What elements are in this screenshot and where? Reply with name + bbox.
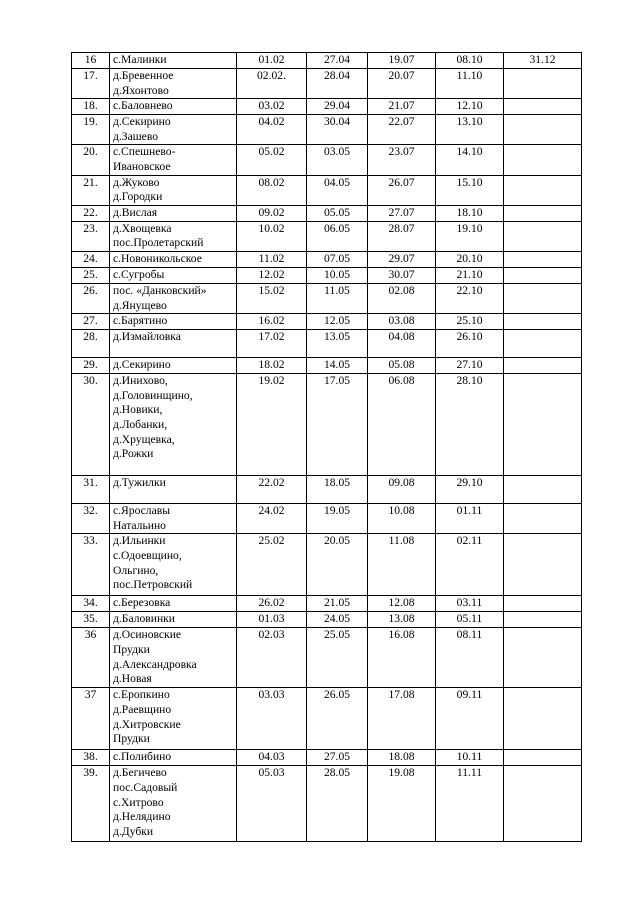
date-q2: 14.05	[307, 358, 368, 374]
table-row	[72, 596, 582, 612]
date-q3: 09.08	[368, 476, 436, 504]
date-q4: 29.10	[436, 476, 504, 504]
date-extra	[504, 476, 582, 504]
date-q1: 03.02	[237, 99, 307, 115]
row-number: 39.	[72, 766, 110, 842]
date-q4: 11.11	[436, 766, 504, 842]
date-q3: 27.07	[368, 205, 436, 221]
date-q3: 18.08	[368, 750, 436, 766]
date-q2: 27.05	[307, 750, 368, 766]
date-extra	[504, 69, 582, 99]
date-q4: 08.10	[436, 53, 504, 69]
date-q2: 12.05	[307, 314, 368, 330]
settlement-name: д.Жуково д.Городки	[110, 175, 237, 205]
row-number: 28.	[72, 330, 110, 358]
date-extra	[504, 145, 582, 175]
row-number: 32.	[72, 504, 110, 534]
date-q4: 26.10	[436, 330, 504, 358]
table-row	[72, 750, 582, 766]
schedule-rows	[72, 53, 582, 842]
date-q2: 21.05	[307, 596, 368, 612]
date-q2: 10.05	[307, 267, 368, 283]
date-q2: 18.05	[307, 476, 368, 504]
row-number: 33.	[72, 534, 110, 596]
date-q2: 20.05	[307, 534, 368, 596]
row-number: 31.	[72, 476, 110, 504]
date-q1: 03.03	[237, 688, 307, 750]
date-q3: 20.07	[368, 69, 436, 99]
date-q3: 05.08	[368, 358, 436, 374]
table-row	[72, 314, 582, 330]
table-row	[72, 534, 582, 596]
date-extra	[504, 374, 582, 476]
date-q4: 25.10	[436, 314, 504, 330]
date-q1: 01.03	[237, 612, 307, 628]
date-q4: 28.10	[436, 374, 504, 476]
row-number: 38.	[72, 750, 110, 766]
settlement-name: с.Сугробы	[110, 267, 237, 283]
settlement-name: д.Баловинки	[110, 612, 237, 628]
date-q1: 04.02	[237, 115, 307, 145]
date-q4: 02.11	[436, 534, 504, 596]
date-q4: 21.10	[436, 267, 504, 283]
row-number: 37	[72, 688, 110, 750]
table-row	[72, 99, 582, 115]
date-q2: 06.05	[307, 221, 368, 251]
date-q4: 08.11	[436, 628, 504, 688]
date-extra	[504, 628, 582, 688]
settlement-name: д.Измайловка	[110, 330, 237, 358]
row-number: 30.	[72, 374, 110, 476]
settlement-name: д.Хвощевка пос.Пролетарский	[110, 221, 237, 251]
table-row	[72, 205, 582, 221]
date-extra	[504, 251, 582, 267]
date-extra	[504, 504, 582, 534]
table-row	[72, 115, 582, 145]
date-q2: 30.04	[307, 115, 368, 145]
settlement-name: д.Секирино	[110, 358, 237, 374]
table-row	[72, 612, 582, 628]
date-q3: 02.08	[368, 283, 436, 313]
date-q3: 30.07	[368, 267, 436, 283]
row-number: 25.	[72, 267, 110, 283]
date-q4: 09.11	[436, 688, 504, 750]
row-number: 22.	[72, 205, 110, 221]
date-q3: 06.08	[368, 374, 436, 476]
settlement-name: с.Баловнево	[110, 99, 237, 115]
date-q2: 19.05	[307, 504, 368, 534]
date-extra	[504, 330, 582, 358]
date-q3: 29.07	[368, 251, 436, 267]
date-q3: 22.07	[368, 115, 436, 145]
row-number: 21.	[72, 175, 110, 205]
date-q2: 28.05	[307, 766, 368, 842]
date-q3: 16.08	[368, 628, 436, 688]
settlement-name: д.Секирино д.Зашево	[110, 115, 237, 145]
date-q3: 17.08	[368, 688, 436, 750]
date-q3: 26.07	[368, 175, 436, 205]
date-q3: 21.07	[368, 99, 436, 115]
row-number: 27.	[72, 314, 110, 330]
row-number: 29.	[72, 358, 110, 374]
settlement-name: д.Инихово, д.Головинщино, д.Новики, д.Лобанки, д.Хрущевка, д.Рожки	[110, 374, 237, 476]
table-row	[72, 358, 582, 374]
date-q4: 18.10	[436, 205, 504, 221]
date-q2: 13.05	[307, 330, 368, 358]
date-extra	[504, 115, 582, 145]
date-q4: 19.10	[436, 221, 504, 251]
date-q3: 13.08	[368, 612, 436, 628]
date-extra	[504, 283, 582, 313]
date-extra	[504, 267, 582, 283]
date-q1: 02.02.	[237, 69, 307, 99]
schedule-table	[71, 52, 582, 842]
row-number: 23.	[72, 221, 110, 251]
row-number: 16	[72, 53, 110, 69]
date-q1: 09.02	[237, 205, 307, 221]
row-number: 19.	[72, 115, 110, 145]
date-extra	[504, 99, 582, 115]
date-extra	[504, 750, 582, 766]
table-row	[72, 504, 582, 534]
date-q3: 10.08	[368, 504, 436, 534]
settlement-name: с.Малинки	[110, 53, 237, 69]
date-q2: 26.05	[307, 688, 368, 750]
settlement-name: с.Еропкино д.Раевщино д.Хитровские Прудки	[110, 688, 237, 750]
date-q1: 18.02	[237, 358, 307, 374]
date-q4: 12.10	[436, 99, 504, 115]
schedule-page	[71, 52, 581, 842]
settlement-name: с.Барятино	[110, 314, 237, 330]
date-q3: 23.07	[368, 145, 436, 175]
row-number: 18.	[72, 99, 110, 115]
date-q1: 24.02	[237, 504, 307, 534]
date-extra: 31.12	[504, 53, 582, 69]
date-q3: 12.08	[368, 596, 436, 612]
date-q1: 19.02	[237, 374, 307, 476]
date-q4: 13.10	[436, 115, 504, 145]
date-q2: 03.05	[307, 145, 368, 175]
date-extra	[504, 358, 582, 374]
date-q1: 02.03	[237, 628, 307, 688]
date-q2: 05.05	[307, 205, 368, 221]
table-row	[72, 330, 582, 358]
row-number: 20.	[72, 145, 110, 175]
date-extra	[504, 175, 582, 205]
table-row	[72, 251, 582, 267]
date-q4: 05.11	[436, 612, 504, 628]
date-extra	[504, 221, 582, 251]
date-q3: 04.08	[368, 330, 436, 358]
date-q4: 22.10	[436, 283, 504, 313]
row-number: 26.	[72, 283, 110, 313]
table-row	[72, 688, 582, 750]
settlement-name: с.Спешнево- Ивановское	[110, 145, 237, 175]
table-row	[72, 69, 582, 99]
table-row	[72, 476, 582, 504]
date-q1: 05.03	[237, 766, 307, 842]
date-q2: 17.05	[307, 374, 368, 476]
date-q1: 26.02	[237, 596, 307, 612]
row-number: 35.	[72, 612, 110, 628]
settlement-name: д.Бегичево пос.Садовый с.Хитрово д.Нелядино д.Дубки	[110, 766, 237, 842]
date-q1: 05.02	[237, 145, 307, 175]
date-extra	[504, 612, 582, 628]
date-q1: 08.02	[237, 175, 307, 205]
date-q3: 28.07	[368, 221, 436, 251]
date-q2: 29.04	[307, 99, 368, 115]
settlement-name: пос. «Данковский» д.Янущево	[110, 283, 237, 313]
date-q2: 27.04	[307, 53, 368, 69]
row-number: 17.	[72, 69, 110, 99]
date-q1: 11.02	[237, 251, 307, 267]
table-row	[72, 221, 582, 251]
date-extra	[504, 688, 582, 750]
settlement-name: д.Бревенное д.Яхонтово	[110, 69, 237, 99]
table-row	[72, 766, 582, 842]
settlement-name: с.Новоникольское	[110, 251, 237, 267]
settlement-name: д.Ильинки с.Одоевщино, Ольгино, пос.Петровский	[110, 534, 237, 596]
date-extra	[504, 766, 582, 842]
row-number: 34.	[72, 596, 110, 612]
date-extra	[504, 596, 582, 612]
date-q3: 19.08	[368, 766, 436, 842]
date-q1: 01.02	[237, 53, 307, 69]
date-q1: 10.02	[237, 221, 307, 251]
table-row	[72, 145, 582, 175]
table-row	[72, 283, 582, 313]
date-q4: 03.11	[436, 596, 504, 612]
date-q1: 25.02	[237, 534, 307, 596]
date-q4: 20.10	[436, 251, 504, 267]
settlement-name: д.Тужилки	[110, 476, 237, 504]
table-row	[72, 628, 582, 688]
settlement-name: с.Березовка	[110, 596, 237, 612]
date-q3: 19.07	[368, 53, 436, 69]
date-extra	[504, 314, 582, 330]
table-row	[72, 374, 582, 476]
date-extra	[504, 205, 582, 221]
date-q2: 04.05	[307, 175, 368, 205]
date-q2: 28.04	[307, 69, 368, 99]
row-number: 36	[72, 628, 110, 688]
settlement-name: с.Полибино	[110, 750, 237, 766]
date-q4: 01.11	[436, 504, 504, 534]
date-q1: 22.02	[237, 476, 307, 504]
date-q2: 25.05	[307, 628, 368, 688]
date-q4: 10.11	[436, 750, 504, 766]
date-q2: 24.05	[307, 612, 368, 628]
settlement-name: с.Ярославы Натальино	[110, 504, 237, 534]
date-q3: 11.08	[368, 534, 436, 596]
date-extra	[504, 534, 582, 596]
settlement-name: д.Осиновские Прудки д.Александровка д.Новая	[110, 628, 237, 688]
date-q4: 11.10	[436, 69, 504, 99]
table-row	[72, 175, 582, 205]
date-q2: 11.05	[307, 283, 368, 313]
date-q3: 03.08	[368, 314, 436, 330]
date-q1: 17.02	[237, 330, 307, 358]
date-q2: 07.05	[307, 251, 368, 267]
settlement-name: д.Вислая	[110, 205, 237, 221]
date-q4: 27.10	[436, 358, 504, 374]
table-row	[72, 53, 582, 69]
row-number: 24.	[72, 251, 110, 267]
date-q4: 14.10	[436, 145, 504, 175]
date-q1: 12.02	[237, 267, 307, 283]
date-q1: 04.03	[237, 750, 307, 766]
date-q4: 15.10	[436, 175, 504, 205]
date-q1: 16.02	[237, 314, 307, 330]
table-row	[72, 267, 582, 283]
date-q1: 15.02	[237, 283, 307, 313]
